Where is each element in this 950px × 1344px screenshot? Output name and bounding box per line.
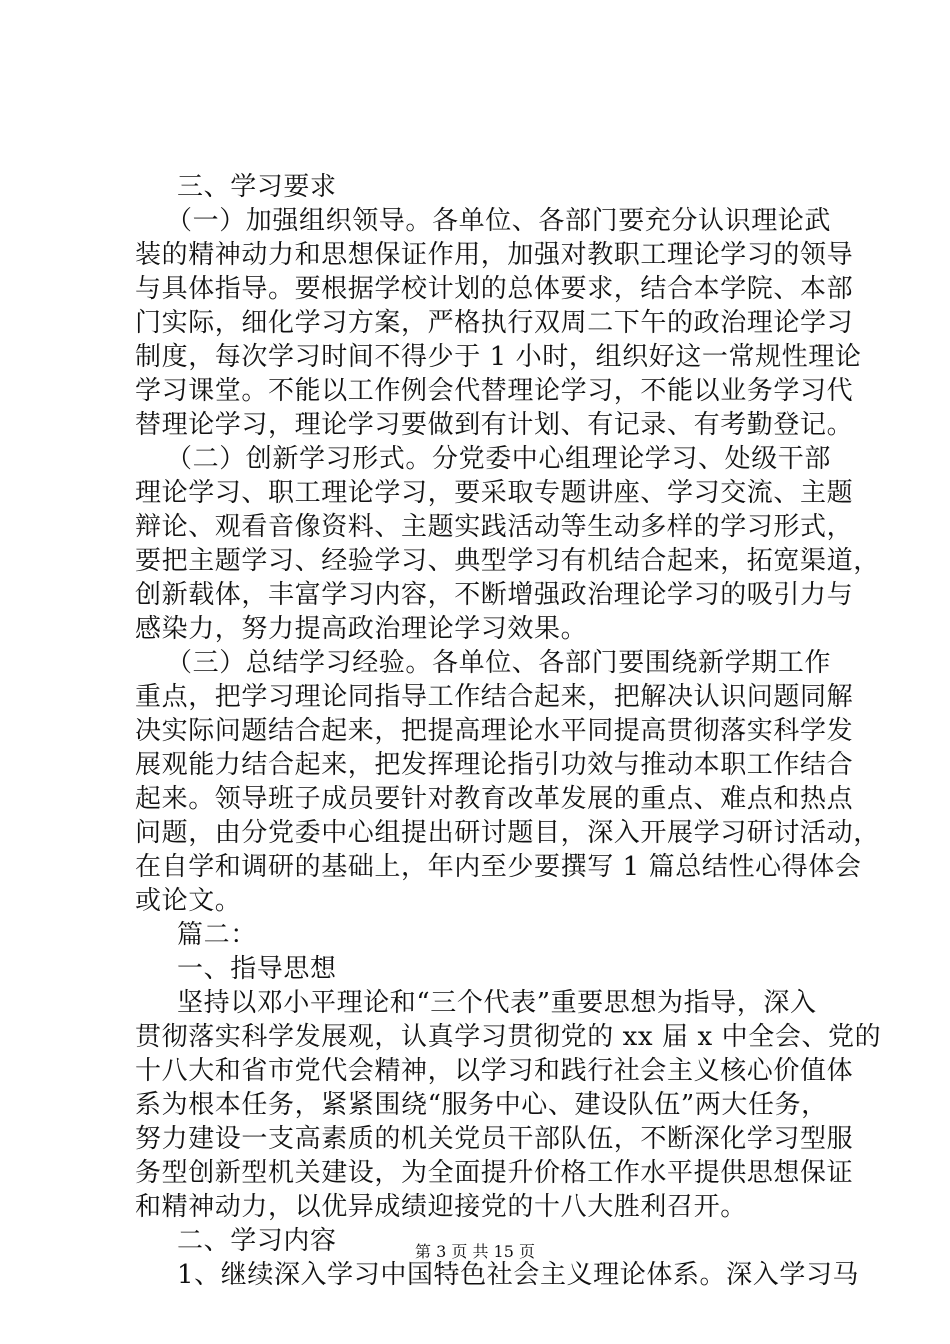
text-line: 三、学习要求 [177, 172, 337, 202]
text-line: 篇二： [177, 920, 257, 950]
text-line: 装的精神动力和思想保证作用，加强对教职工理论学习的领导 [135, 240, 854, 270]
text-line: 学习课堂。不能以工作例会代替理论学习，不能以业务学习代 [135, 376, 854, 406]
page-number-footer: 第 3 页 共 15 页 [415, 1242, 535, 1261]
text-line: 制度，每次学习时间不得少于 1 小时，组织好这一常规性理论 [135, 342, 862, 372]
text-line: 一、指导思想 [177, 954, 337, 984]
text-line: 1、继续深入学习中国特色社会主义理论体系。深入学习马 [177, 1260, 860, 1290]
text-line: 起来。领导班子成员要针对教育改革发展的重点、难点和热点 [135, 784, 854, 814]
text-line: （一）加强组织领导。各单位、各部门要充分认识理论武 [166, 206, 832, 236]
text-line: 系为根本任务，紧紧围绕“服务中心、建设队伍”两大任务， [135, 1090, 828, 1120]
text-line: 或论文。 [135, 886, 242, 916]
text-line: 坚持以邓小平理论和“三个代表”重要思想为指导，深入 [177, 988, 817, 1018]
text-line: 创新载体，丰富学习内容，不断增强政治理论学习的吸引力与 [135, 580, 854, 610]
text-line: 展观能力结合起来，把发挥理论指引功效与推动本职工作结合 [135, 750, 854, 780]
text-line: 在自学和调研的基础上，年内至少要撰写 1 篇总结性心得体会 [135, 852, 862, 882]
text-line: 贯彻落实科学发展观，认真学习贯彻党的 xx 届 x 中全会、党的 [135, 1022, 882, 1052]
text-line: 十八大和省市党代会精神，以学习和践行社会主义核心价值体 [135, 1056, 854, 1086]
text-line: 问题，由分党委中心组提出研讨题目，深入开展学习研讨活动， [135, 818, 880, 848]
text-line: （三）总结学习经验。各单位、各部门要围绕新学期工作 [166, 648, 832, 678]
text-line: 决实际问题结合起来，把提高理论水平同提高贯彻落实科学发 [135, 716, 854, 746]
text-line: 要把主题学习、经验学习、典型学习有机结合起来，拓宽渠道， [135, 546, 880, 576]
text-line: 与具体指导。要根据学校计划的总体要求，结合本学院、本部 [135, 274, 854, 304]
text-line: 辩论、观看音像资料、主题实践活动等生动多样的学习形式， [135, 512, 854, 542]
text-line: 门实际，细化学习方案，严格执行双周二下午的政治理论学习 [135, 308, 854, 338]
text-line: 二、学习内容 [177, 1226, 337, 1256]
text-line: 感染力，努力提高政治理论学习效果。 [135, 614, 588, 644]
text-line: （二）创新学习形式。分党委中心组理论学习、处级干部 [166, 444, 832, 474]
text-line: 努力建设一支高素质的机关党员干部队伍，不断深化学习型服 [135, 1124, 854, 1154]
text-line: 重点，把学习理论同指导工作结合起来，把解决认识问题同解 [135, 682, 854, 712]
text-line: 理论学习、职工理论学习，要采取专题讲座、学习交流、主题 [135, 478, 854, 508]
text-line: 替理论学习，理论学习要做到有计划、有记录、有考勤登记。 [135, 410, 854, 440]
text-line: 和精神动力，以优异成绩迎接党的十八大胜利召开。 [135, 1192, 747, 1222]
text-line: 务型创新型机关建设，为全面提升价格工作水平提供思想保证 [135, 1158, 854, 1188]
